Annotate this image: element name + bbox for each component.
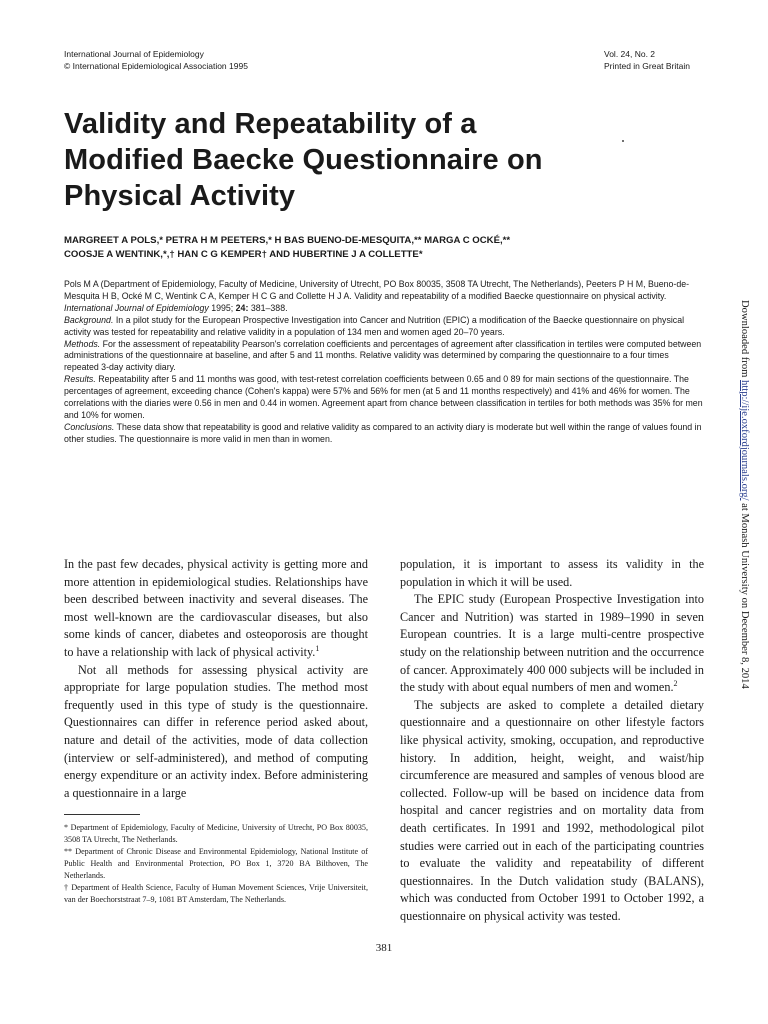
citation-journal: International Journal of Epidemiology	[64, 302, 209, 313]
volume-issue: Vol. 24, No. 2	[604, 49, 656, 59]
footnote: * Department of Epidemiology, Faculty of Medicine, University of Utrecht, PO Box 80035, 3508 TA Utrecht, The Netherlands.	[64, 823, 368, 844]
body-paragraph: Not all methods for assessing physical activity are appropriate for large population studies. The method most frequently used in this type of study is the questionnaire. Questionnaires can differ in reference period asked about, nature and detail of the activities, mode of data collection (interview or self-administered), and method of computing energy expenditure or an activity index. Before administering a questionnaire in a large	[64, 662, 368, 800]
authors-line: COOSJE A WENTINK,*,† HAN C G KEMPER† AND HUBERTINE J A COLLETTE*	[64, 249, 423, 260]
background-label: Background.	[64, 314, 114, 325]
title-line: Modified Baecke Questionnaire on	[64, 144, 543, 176]
title-line: Validity and Repeatability of a	[64, 108, 477, 140]
abstract-methods	[64, 339, 704, 375]
reference-marker[interactable]: 2	[673, 679, 678, 689]
author-list	[64, 234, 704, 262]
abstract-background	[64, 315, 704, 339]
methods-text: For the assessment of repeatability Pearson's correlation coefficients and percentages of agreement after classification in tertiles were computed between administrations of the questionnaire at baseline, and after 5 and 11 months. Relative validity was determined by comparing the questionnaire to a four times repeated 3-day activity diary.	[64, 338, 702, 373]
results-label: Results.	[64, 374, 96, 385]
download-suffix: at Monash University on December 8, 2014	[739, 500, 750, 689]
results-text: Repeatability after 5 and 11 months was good, with test-retest correlation coefficients between 0.65 and 0 89 for main sections of the questionnaire. The percentages of agreement, exceeding chance (Cohen's kappa) were 57% and 56% for men (at 5 and 11 months respectively) and 41% and 46% for women. The correlations with the diaries were 0.56 in men and 0.44 in women. Agreement apart from chance between classification in tertiles for both methods was 35% for men and 10% for women.	[64, 374, 703, 420]
citation-pages: 381–388.	[248, 302, 288, 313]
paragraph-text: In the past few decades, physical activity is getting more and more attention in epidemiological studies. Relationships have been described between inactivity and several diseases. The most well-known are the cardiovascular diseases, but also some kinds of cancer, diabetes and osteoporosis are thought to have a relationship with lack of physical activity.	[64, 557, 368, 659]
page-number: 381	[375, 942, 393, 954]
running-header-right	[604, 48, 690, 72]
methods-label: Methods.	[64, 338, 101, 349]
download-watermark	[736, 300, 752, 700]
download-prefix: Downloaded from	[739, 300, 750, 381]
reference-marker[interactable]: 1	[315, 643, 320, 653]
copyright-line: © International Epidemiological Association 1995	[64, 61, 248, 71]
article-title	[64, 106, 664, 214]
stray-mark	[622, 140, 624, 142]
title-line: Physical Activity	[64, 180, 296, 212]
body-paragraph: The subjects are asked to complete a detailed dietary questionnaire and a questionnaire on other lifestyle factors like physical activity, smoking, occupation, and reproductive history. In addition, height, weight, and waist/hip circumference are measured and samples of venous blood are collected. Follow-up will be based on incidence data from hospital and cancer registries and on mortality data from death certificates. In 1991 and 1992, methodological pilot studies were carried out in each of the participating countries to evaluate the validity and repeatability of different questionnaires. In the Dutch validation study (BALANS), which was conducted from October 1991 to October 1992, a questionnaire on physical activity was tested.	[400, 697, 704, 923]
download-notice	[738, 300, 750, 689]
abstract-results	[64, 374, 704, 422]
citation-text: Pols M A (Department of Epidemiology, Faculty of Medicine, University of Utrecht, PO Box 80035, 3508 TA Utrecht, The Netherlands), Peeters P H M, Bueno-de-Mesquita H B, Ocké M C, Wentink C A, Kemper H C G and Collette H J A. Validity and repeatability of a modified Baecke questionnaire on physical activity.	[64, 279, 690, 301]
footnote-divider	[64, 814, 140, 815]
journal-name: International Journal of Epidemiology	[64, 49, 204, 59]
body-paragraph	[400, 591, 704, 697]
background-text: In a pilot study for the European Prospective Investigation into Cancer and Nutrition (EPIC) a modification of the Baecke questionnaire on physical activity was tested for repeatability and relative validity in a population of 134 men and women aged 20–70 years.	[64, 314, 685, 337]
citation-volume: 24:	[233, 302, 249, 313]
body-paragraph	[64, 556, 368, 662]
footnote: ** Department of Chronic Disease and Environmental Epidemiology, National Institute of Public Health and Environmental Protection, PO Box 1, 3720 BA Bilthoven, The Netherlands.	[64, 847, 368, 880]
running-header-left	[64, 48, 248, 72]
footnote: † Department of Health Science, Faculty of Human Movement Sciences, Vrije Universiteit, van der Boechorststraat 7–9, 1081 BT Amsterdam, The Netherlands.	[64, 883, 368, 904]
printed-location: Printed in Great Britain	[604, 61, 690, 71]
authors-line: MARGREET A POLS,* PETRA H M PEETERS,* H BAS BUENO-DE-MESQUITA,** MARGA C OCKÉ,**	[64, 235, 511, 246]
footnotes	[64, 822, 368, 906]
abstract-citation	[64, 279, 704, 315]
abstract	[64, 279, 704, 446]
conclusions-label: Conclusions.	[64, 421, 115, 432]
citation-year: 1995;	[208, 302, 234, 313]
body-paragraph: population, it is important to assess its validity in the population in which it will be used.	[400, 557, 704, 589]
conclusions-text: These data show that repeatability is good and relative validity as compared to an activity diary is moderate but well within the range of values found in other studies. The questionnaire is more valid in men than in women.	[64, 421, 702, 444]
paragraph-text: The EPIC study (European Prospective Investigation into Cancer and Nutrition) was started in 1989–1990 in seven European countries. It is a large multi-centre prospective study on the relationship between nutrition and the occurrence of cancer. Approximately 400 000 subjects will be included in the study with about equal numbers of men and women.	[400, 592, 704, 695]
body-column-right	[400, 556, 704, 925]
abstract-conclusions	[64, 422, 704, 446]
journal-link[interactable]: http://ije.oxfordjournals.org/	[739, 380, 750, 501]
body-column-left	[64, 556, 368, 802]
